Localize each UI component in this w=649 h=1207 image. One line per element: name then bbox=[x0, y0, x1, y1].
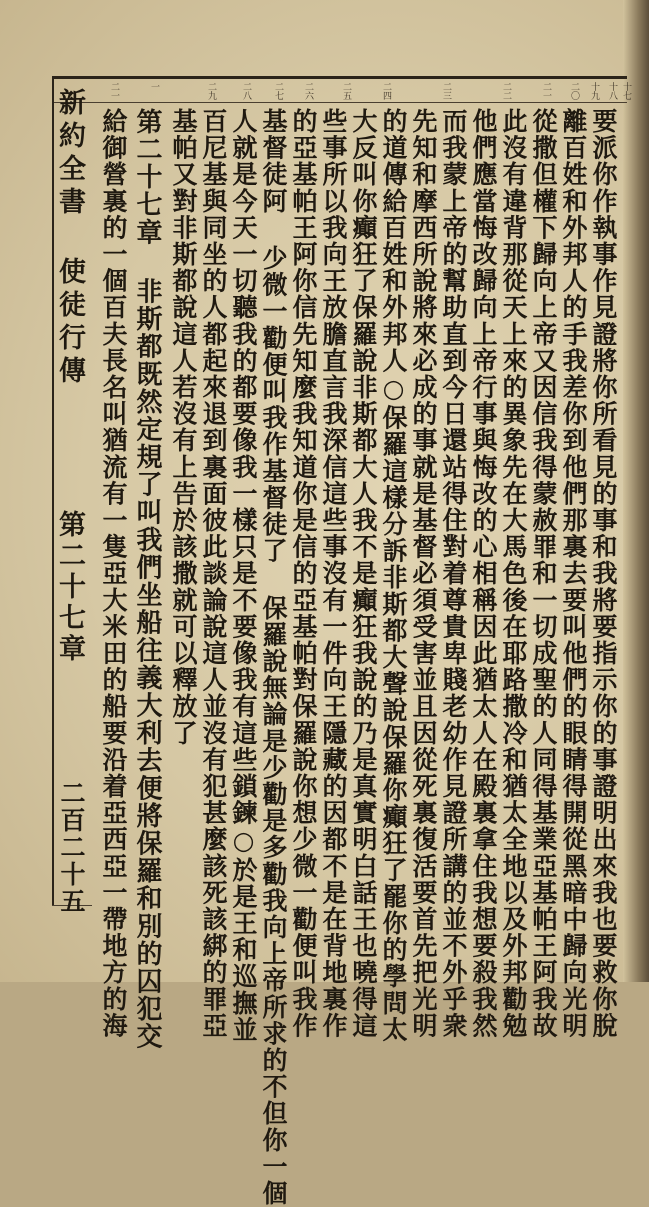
text-column: 要派你作執事作見證將你所看見的事和我將要指示你的事證明出來我也要救你脫 bbox=[589, 108, 618, 1039]
verse-marker: 二四 bbox=[381, 82, 391, 100]
page-gutter bbox=[623, 0, 649, 982]
text-column: 百尼基與同坐的人都起來退到裏面彼此談論說這人並沒有犯甚麼該死該綁的罪亞 bbox=[199, 108, 228, 1039]
text-column: 離百姓和外邦人的手我差你到他們那裏去要叫他們的眼睛得開從黑暗中歸向光明 bbox=[559, 108, 588, 1039]
text-column: 人就是今天一切聽我的都要像我一樣只是不要像我有這些鎖鍊○於是王和巡撫並 bbox=[229, 108, 258, 1043]
text-column: 從撒但權下歸向上帝又因信我得蒙赦罪和一切成聖的人同得基業亞基帕王阿我故 bbox=[529, 108, 558, 1039]
verse-marker: 十八 bbox=[607, 82, 617, 100]
verse-marker: 二二 bbox=[501, 82, 511, 100]
frame-inner-rule bbox=[52, 102, 627, 103]
frame-top-rule bbox=[52, 76, 627, 79]
verse-marker: 二三 bbox=[441, 82, 451, 100]
verse-marker: 十七 bbox=[621, 82, 631, 100]
text-column: 此沒有違背那從天上來的異象先在大馬色後在耶路撒冷和猶太全地以及外邦勸勉 bbox=[499, 108, 528, 1039]
text-column: 基帕又對非斯都說這人若沒有上告於該撒就可以釋放了 bbox=[169, 108, 198, 747]
text-column: 先知和摩西所說將來必成的事就是基督必須受害並且因從死裏復活要首先把光明 bbox=[409, 108, 438, 1039]
text-column: 的道傳給百姓和外邦人○保羅這樣分訴非斯都大聲說保羅你癲狂了罷你的學問太 bbox=[379, 108, 408, 1043]
verse-marker: 二一 bbox=[109, 82, 119, 100]
running-head-title: 新約全書 使徒行傳 bbox=[54, 88, 85, 389]
text-column: 大反叫你癲狂了保羅說非斯都大人我不是癲狂我說的乃是真實明白話王也曉得這 bbox=[349, 108, 378, 1039]
verse-marker: 二六 bbox=[303, 82, 313, 100]
chapter-heading-column: 第二十七章 非斯都既然定規了叫我們坐船往義大利去便將保羅和別的囚犯交 bbox=[132, 108, 162, 1051]
page-number: 二百二十五 bbox=[57, 780, 86, 915]
text-column: 些事所以我向王放膽直言我深信這些事沒有一件向王隱藏的因都不是在背地裏作 bbox=[319, 108, 348, 1039]
verse-marker: 二九 bbox=[206, 82, 216, 100]
text-column: 他們應當悔改歸向上帝行事與悔改的心相稱因此猶太人在殿裏拿住我想要殺我然 bbox=[469, 108, 498, 1039]
text-column: 給御營裏的一個百夫長名叫猶流有一隻亞大米田的船要沿着亞西亞一帶地方的海 bbox=[99, 108, 128, 1039]
verse-marker: 二八 bbox=[241, 82, 251, 100]
text-column: 而我蒙上帝的幫助直到今日還站得住對着尊貴卑賤老幼作見證所講的並不外乎衆 bbox=[439, 108, 468, 1039]
verse-marker: 二〇 bbox=[569, 82, 579, 100]
verse-marker: 十九 bbox=[589, 82, 599, 100]
running-head-chapter: 第二十七章 bbox=[54, 510, 85, 665]
verse-marker: 二五 bbox=[341, 82, 351, 100]
verse-marker: 二七 bbox=[273, 82, 283, 100]
text-column: 的亞基帕王阿你信先知麼我知道你是信的亞基帕對保羅說你想少微一勸便叫我作 bbox=[289, 108, 318, 1039]
text-column: 基督徒阿 少微一勸便叫我作基督徒了 保羅說無論是少勸是多勸我向上帝所求的不但你一個 bbox=[259, 108, 288, 1207]
verse-marker: 二一 bbox=[541, 82, 551, 100]
verse-marker: 一 bbox=[149, 82, 159, 91]
